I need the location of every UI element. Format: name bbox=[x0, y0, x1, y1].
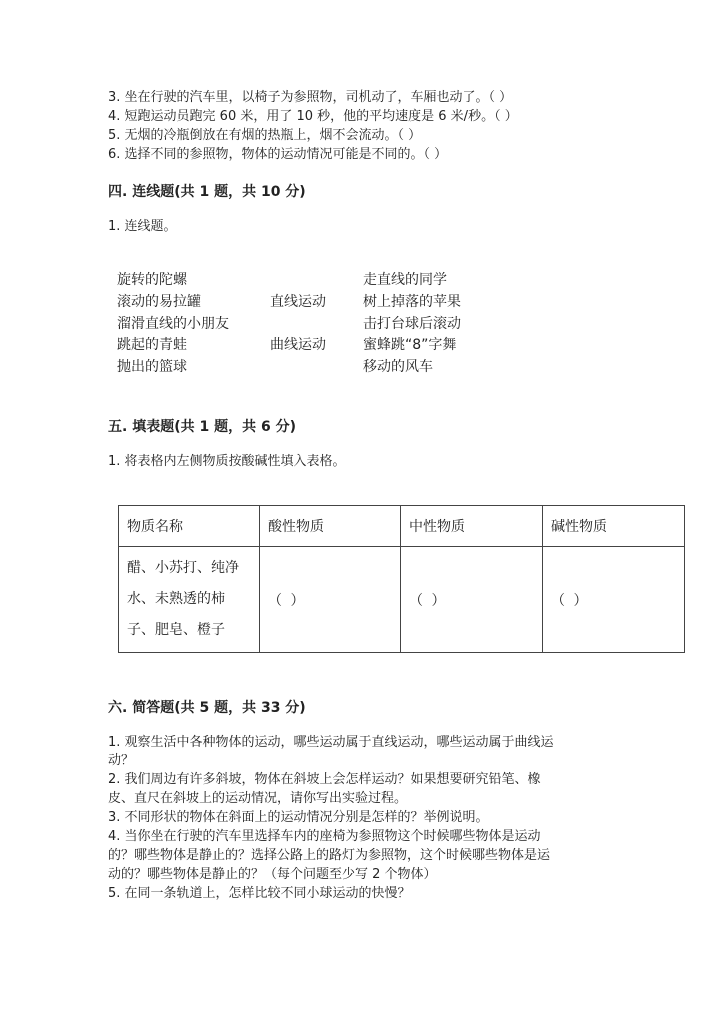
short-answer-line: 4. 当你坐在行驶的汽车里选择车内的座椅为参照物这个时候哪些物体是运动 bbox=[108, 829, 541, 844]
judge-item-6: 6. 选择不同的参照物，物体的运动情况可能是不同的。（ ） bbox=[108, 147, 448, 162]
basic-answer-blank: （ ） bbox=[543, 547, 685, 653]
short-answer-line: 2. 我们周边有许多斜坡，物体在斜坡上会怎样运动？如果想要研究铅笔、橡 bbox=[108, 772, 541, 787]
substance-line: 醋、小苏打、纯净 bbox=[127, 560, 239, 576]
match-left-4: 跳起的青蛙 bbox=[117, 337, 187, 353]
substance-line: 子、肥皂、橙子 bbox=[127, 622, 225, 638]
short-answer-line: 5. 在同一条轨道上，怎样比较不同小球运动的快慢？ bbox=[108, 886, 411, 901]
substance-cell bbox=[119, 547, 260, 653]
match-right-5: 移动的风车 bbox=[363, 359, 433, 375]
match-middle-2: 曲线运动 bbox=[270, 337, 326, 353]
match-left-1: 旋转的陀螺 bbox=[117, 272, 187, 288]
table-header-cell: 物质名称 bbox=[119, 506, 260, 547]
section4-question: 1. 连线题。 bbox=[108, 219, 177, 234]
table-header-cell: 酸性物质 bbox=[260, 506, 401, 547]
section5-question: 1. 将表格内左侧物质按酸碱性填入表格。 bbox=[108, 454, 346, 469]
short-answer-line: 1. 观察生活中各种物体的运动，哪些运动属于直线运动，哪些运动属于曲线运 bbox=[108, 735, 554, 750]
match-left-2: 滚动的易拉罐 bbox=[117, 294, 201, 310]
table-header-row bbox=[119, 506, 685, 547]
match-right-3: 击打台球后滚动 bbox=[363, 316, 461, 332]
short-answer-line: 3. 不同形状的物体在斜面上的运动情况分别是怎样的？举例说明。 bbox=[108, 810, 489, 825]
short-answer-line: 皮、直尺在斜坡上的运动情况，请你写出实验过程。 bbox=[108, 791, 408, 806]
section4-heading: 四. 连线题(共 1 题，共 10 分) bbox=[108, 184, 306, 200]
table-row bbox=[119, 547, 685, 653]
short-answer-line: 的？哪些物体是静止的？选择公路上的路灯为参照物，这个时候哪些物体是运 bbox=[108, 848, 551, 863]
table-header-cell: 碱性物质 bbox=[543, 506, 685, 547]
match-right-2: 树上掉落的苹果 bbox=[363, 294, 461, 310]
match-left-5: 抛出的篮球 bbox=[117, 359, 187, 375]
acidic-answer-blank: （ ） bbox=[260, 547, 401, 653]
short-answer-line: 动？ bbox=[108, 753, 135, 768]
match-left-3: 溜滑直线的小朋友 bbox=[117, 316, 229, 332]
match-right-4: 蜜蜂跳“8”字舞 bbox=[363, 337, 457, 353]
judge-item-5: 5. 无烟的冷瓶倒放在有烟的热瓶上，烟不会流动。（ ） bbox=[108, 128, 422, 143]
short-answer-line: 动的？哪些物体是静止的？（每个问题至少写 2 个物体） bbox=[108, 867, 437, 882]
table-header-cell: 中性物质 bbox=[401, 506, 543, 547]
section6-heading: 六. 简答题(共 5 题，共 33 分) bbox=[108, 700, 306, 716]
judge-item-4: 4. 短跑运动员跑完 60 米，用了 10 秒，他的平均速度是 6 米/秒。（ ） bbox=[108, 109, 518, 124]
match-right-1: 走直线的同学 bbox=[363, 272, 447, 288]
judge-item-3: 3. 坐在行驶的汽车里，以椅子为参照物，司机动了，车厢也动了。（ ） bbox=[108, 90, 513, 105]
substance-line: 水、未熟透的柿 bbox=[127, 591, 225, 607]
match-middle-1: 直线运动 bbox=[270, 294, 326, 310]
acid-base-table bbox=[118, 505, 685, 653]
neutral-answer-blank: （ ） bbox=[401, 547, 543, 653]
section5-heading: 五. 填表题(共 1 题，共 6 分) bbox=[108, 419, 296, 435]
